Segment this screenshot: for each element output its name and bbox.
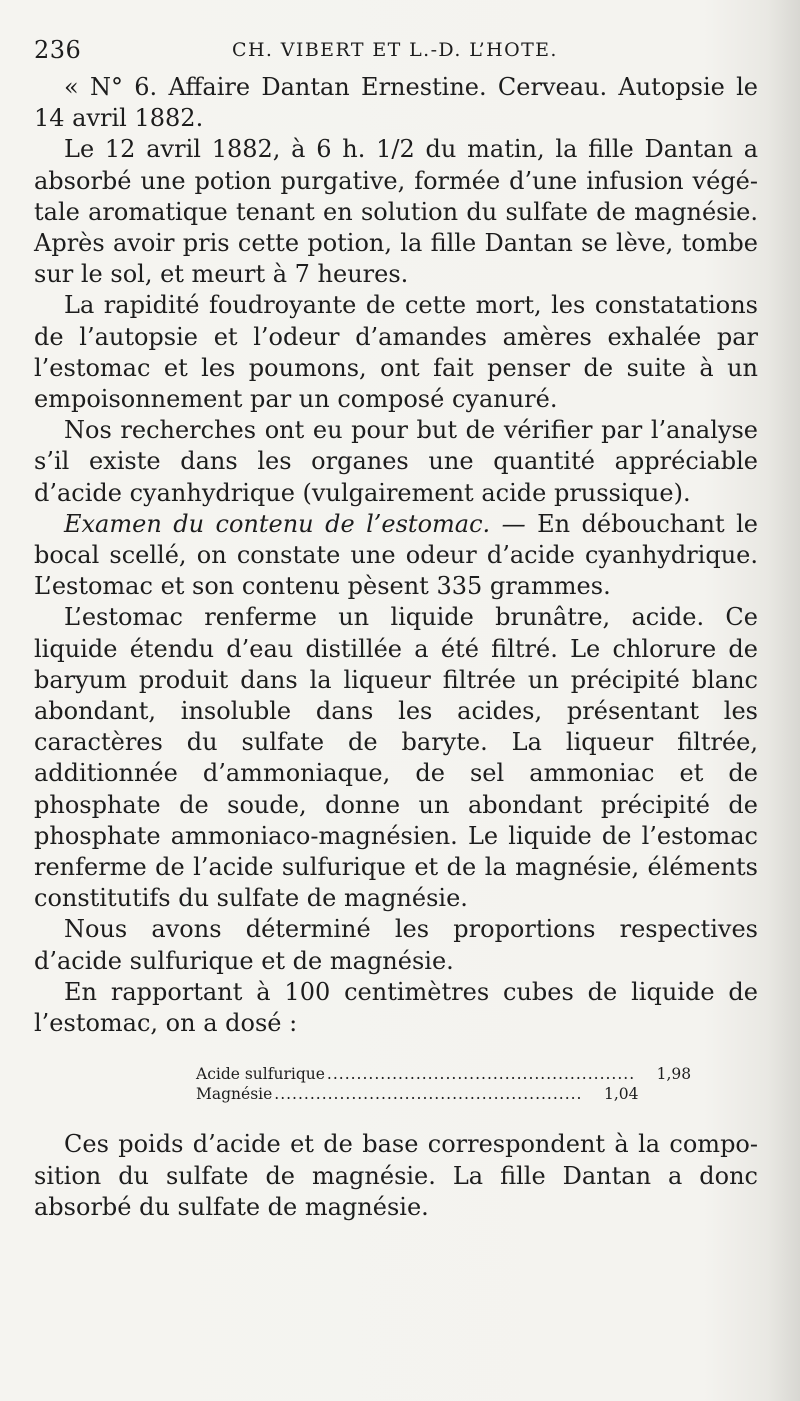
page-number: 236 xyxy=(34,36,82,64)
chemical-analysis-paragraph: L’estomac renferme un liquide brunâtre, acide. Ce liquide étendu d’eau distillée a été filtré. Le chlorure de baryum produit dans la liqueur filtrée un précipité blanc abondant, insoluble dans les acides, présentant les caractères du sulfate de baryte. La liqueur filtrée, additionnée d’ammoniaque, de sel ammoniac et de phosphate de soude, donne un abondant précipité de phosphate ammoniaco-magnésien. Le liquide de l’estomac renferme de l’acide sulfurique et de la magnésie, éléments constitutifs du sulfate de magnésie. xyxy=(34,603,758,913)
dosage-table xyxy=(196,1064,692,1104)
table-row xyxy=(196,1084,639,1104)
page-header xyxy=(34,34,774,66)
dot-leader: .................................................... xyxy=(326,1065,636,1084)
stomach-exam-paragraph xyxy=(34,509,758,603)
conclusion-paragraph: Ces poids d’acide et de base correspondent à la composition du sulfate de magnésie. La fille Dantan a donc absorbé du sulfate de magnésie. xyxy=(34,1130,758,1221)
stomach-exam-text: En débouchant le bocal scellé, on constate une odeur d’acide cyanhydrique. L’estomac et son contenu pèsent 335 grammes. xyxy=(34,509,758,601)
case-description-paragraph: Le 12 avril 1882, à 6 h. 1/2 du matin, la fille Dantan a absorbé une potion purgative, formée d’une infusion végétale aromatique tenant en solution du sulfate de magnésie. Après avoir pris cette potion, la fille Dantan se lève, tombe sur le sol, et meurt à 7 heures. xyxy=(34,135,758,289)
dosage-intro-paragraph: En rapportant à 100 centimètres cubes de liquide de l’estomac, on a dosé : xyxy=(34,977,758,1038)
case-heading-paragraph: « N° 6. Affaire Dantan Ernestine. Cerveau. Autopsie le 14 avril 1882. xyxy=(34,73,758,133)
running-head: CH. VIBERT ET L.-D. L’HOTE. xyxy=(232,39,558,61)
research-purpose-paragraph: Nos recherches ont eu pour but de vérifier par l’analyse s’il existe dans les organes une quantité appréciable d’acide cyanhydrique (vulgairement acide prussique). xyxy=(34,416,758,507)
table-row-label: Magnésie xyxy=(196,1085,273,1104)
stomach-exam-heading: Examen du contenu de l’estomac. — xyxy=(64,509,526,538)
document-body xyxy=(34,72,758,1223)
table-row xyxy=(196,1064,692,1084)
autopsy-finding-paragraph: La rapidité foudroyante de cette mort, les constatations de l’autopsie et l’odeur d’amandes amères exhalée par l’estomac et les poumons, ont fait penser de suite à un empoisonnement par un composé cyanuré. xyxy=(34,291,758,414)
dot-leader: .................................................... xyxy=(274,1085,583,1104)
table-row-value: 1,98 xyxy=(656,1065,692,1084)
proportion-paragraph: Nous avons déterminé les proportions respectives d’acide sulfurique et de magnésie. xyxy=(34,915,758,975)
table-row-value: 1,04 xyxy=(603,1085,639,1104)
table-row-label: Acide sulfurique xyxy=(196,1065,325,1084)
